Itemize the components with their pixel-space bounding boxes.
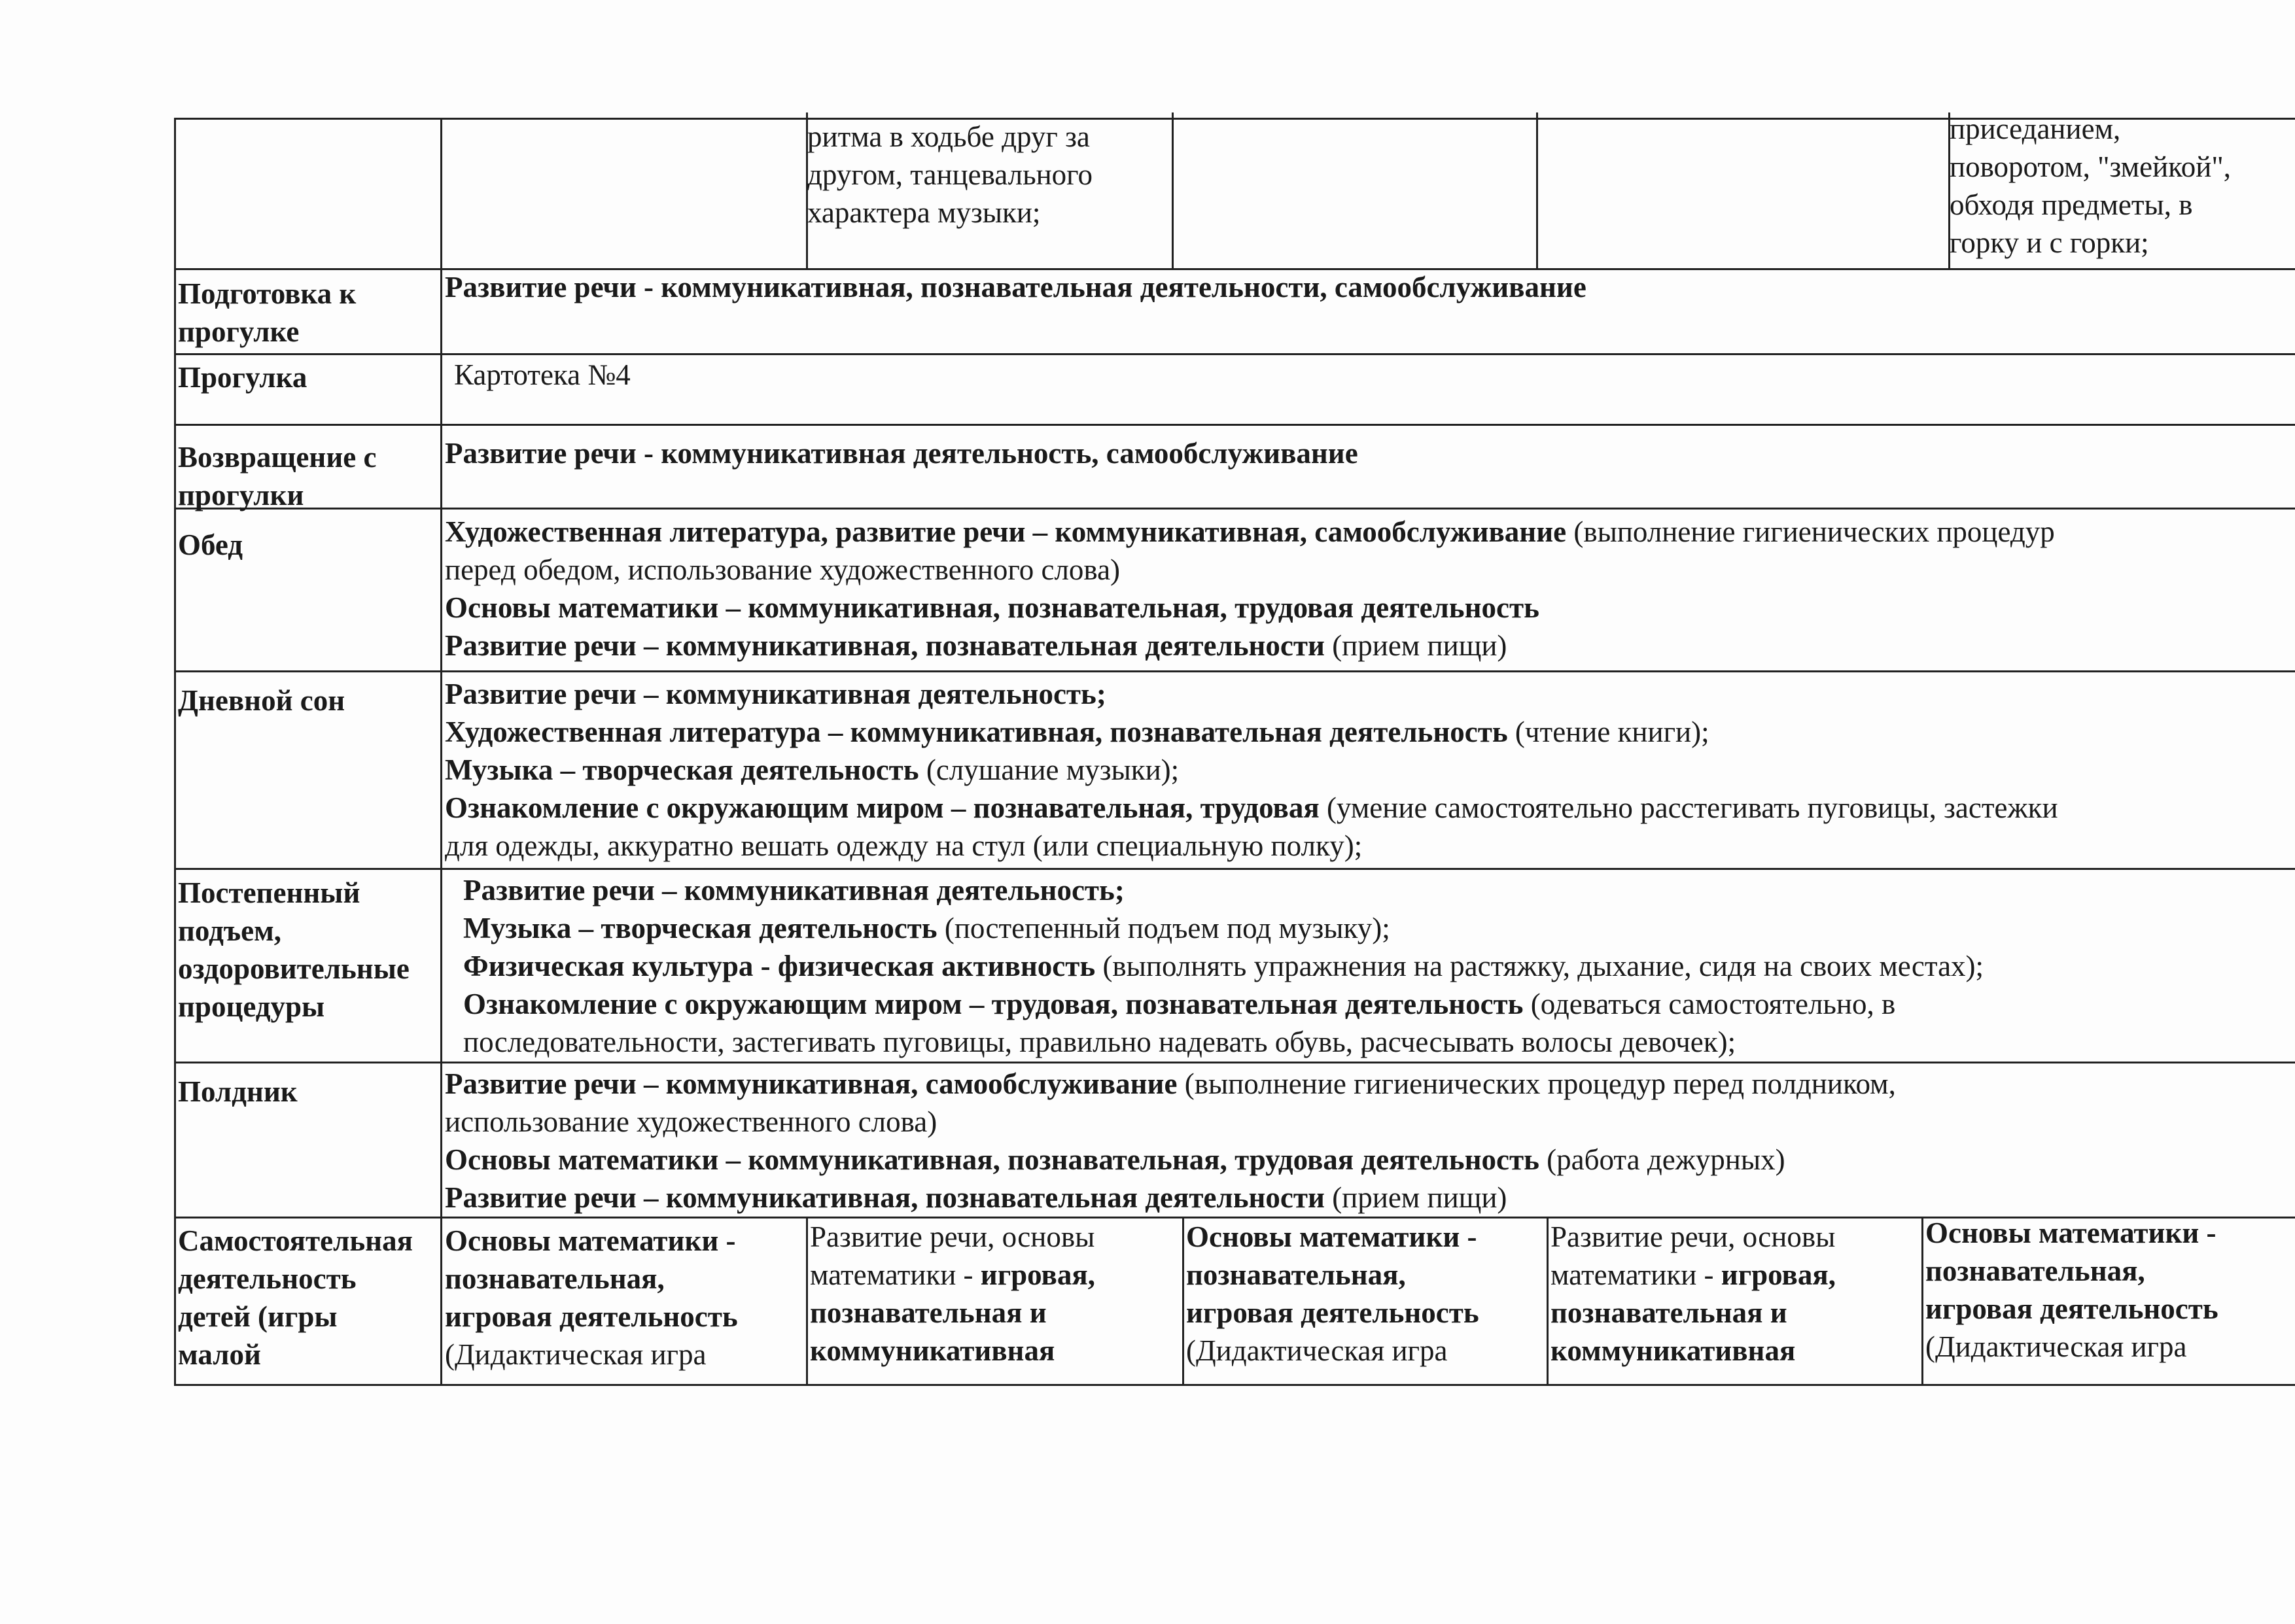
row-label	[178, 1222, 440, 1373]
plain-text: (выполнение гигиенических процедур	[1566, 515, 2055, 548]
plain-text: математики -	[810, 1258, 981, 1291]
text-line	[1925, 1214, 2295, 1252]
table-border	[174, 118, 176, 1385]
plain-text: математики -	[1550, 1258, 1721, 1291]
text-line: обходя предметы, в	[1950, 188, 2193, 221]
text-line	[463, 1023, 2295, 1061]
row-label	[178, 438, 440, 514]
bold-text: игровая,	[1721, 1258, 1836, 1291]
bold-text: Музыка – творческая деятельность	[463, 912, 937, 944]
plain-text: (выполнять упражнения на растяжку, дыхание, сидя на своих местах);	[1095, 950, 1984, 982]
table-border	[1547, 1217, 1549, 1385]
text-line	[1186, 1332, 1545, 1370]
text-line	[445, 627, 2295, 665]
schedule-table	[174, 110, 2295, 1385]
text-line	[463, 909, 2295, 947]
text-line	[463, 947, 2295, 985]
text-line	[1550, 1256, 1919, 1294]
top-row-cell-6	[1950, 110, 2295, 262]
top-row-cell-3	[807, 118, 1171, 232]
text-line	[463, 985, 2295, 1023]
row-content	[445, 434, 2295, 472]
plain-text: (слушание музыки);	[919, 753, 1180, 786]
bold-text: Развитие речи – коммуникативная деятельность;	[445, 678, 1106, 710]
bold-text: игровая деятельность	[445, 1300, 738, 1333]
text-line	[1925, 1328, 2295, 1366]
bold-text: познавательная и	[1550, 1296, 1787, 1329]
text-line	[1925, 1290, 2295, 1328]
plain-text: (прием пищи)	[1324, 629, 1507, 662]
text-line	[445, 713, 2295, 751]
bold-text: Основы математики -	[445, 1224, 736, 1257]
text-line	[445, 1222, 803, 1260]
bold-text: игровая деятельность	[1186, 1296, 1479, 1329]
table-border	[174, 868, 2295, 870]
text-line	[445, 513, 2295, 551]
bold-text: Развитие речи – коммуникативная деятельность;	[463, 874, 1125, 907]
row-label	[178, 358, 440, 396]
plain-text: Развитие речи, основы	[1550, 1220, 1836, 1253]
activity-cell	[1186, 1218, 1545, 1370]
row-label	[178, 682, 440, 719]
table-border	[174, 1062, 2295, 1063]
text-line	[445, 268, 2295, 306]
text-line	[1550, 1218, 1919, 1256]
bold-text: коммуникативная	[810, 1334, 1055, 1367]
row-label	[178, 1073, 440, 1111]
text-line: Полдник	[178, 1075, 298, 1108]
text-line	[810, 1218, 1180, 1256]
bold-text: познавательная,	[445, 1262, 665, 1295]
text-line: горку и с горки;	[1950, 226, 2149, 259]
row-content	[454, 356, 2295, 394]
row-content	[445, 1065, 2295, 1217]
activity-cell	[1925, 1214, 2295, 1366]
bold-text: познавательная и	[810, 1296, 1047, 1329]
bold-text: Развитие речи – коммуникативная, познавательная деятельности	[445, 1181, 1325, 1214]
row-content	[463, 871, 2295, 1061]
bold-text: Художественная литература, развитие речи – коммуникативная, самообслуживание	[445, 515, 1567, 548]
bold-text: Ознакомление с окружающим миром – трудовая, познавательная деятельность	[463, 988, 1524, 1020]
plain-text: (прием пищи)	[1324, 1181, 1507, 1214]
activity-cell	[1550, 1218, 1919, 1370]
table-border	[440, 118, 442, 1385]
table-border	[174, 424, 2295, 426]
bold-text: Развитие речи - коммуникативная, познавательная деятельности, самообслуживание	[445, 271, 1586, 303]
text-line	[445, 589, 2295, 627]
text-line	[445, 751, 2295, 789]
row-label	[178, 275, 440, 351]
plain-text: (Дидактическая игра	[1186, 1334, 1448, 1367]
row-content	[445, 675, 2295, 865]
row-label	[178, 874, 440, 1026]
text-line	[445, 1260, 803, 1298]
bold-text: познавательная,	[1186, 1258, 1406, 1291]
row-label	[178, 526, 440, 564]
text-line	[445, 1103, 2295, 1141]
text-line	[445, 551, 2295, 589]
activity-cell	[810, 1218, 1180, 1370]
plain-text: (чтение книги);	[1507, 716, 1709, 748]
bold-text: игровая,	[980, 1258, 1095, 1291]
text-line	[1550, 1294, 1919, 1332]
bold-text: Физическая культура - физическая активность	[463, 950, 1096, 982]
table-border	[174, 670, 2295, 672]
text-line: Возвращение с	[178, 441, 377, 474]
text-line	[445, 675, 2295, 713]
text-line: Постепенный	[178, 876, 360, 909]
text-line	[445, 789, 2295, 827]
plain-text: последовательности, застегивать пуговицы, правильно надевать обувь, расчесывать волосы девочек);	[463, 1026, 1736, 1058]
bold-text: Основы математики -	[1186, 1220, 1477, 1253]
table-border	[1182, 1217, 1184, 1385]
bold-text: игровая деятельность	[1925, 1292, 2218, 1325]
text-line	[1925, 1252, 2295, 1290]
text-line: процедуры	[178, 990, 325, 1023]
plain-text: (постепенный подъем под музыку);	[937, 912, 1390, 944]
table-border	[1921, 1217, 1923, 1385]
plain-text: для одежды, аккуратно вешать одежду на стул (или специальную полку);	[445, 829, 1363, 862]
text-line	[445, 1065, 2295, 1103]
table-border	[174, 353, 2295, 355]
text-line: поворотом, "змейкой",	[1950, 150, 2231, 183]
plain-text: (умение самостоятельно расстегивать пуговицы, застежки	[1319, 791, 2058, 824]
text-line: подъем,	[178, 914, 282, 947]
row-content	[445, 513, 2295, 665]
text-line	[445, 827, 2295, 865]
bold-text: Основы математики – коммуникативная, познавательная, трудовая деятельность	[445, 591, 1539, 624]
text-line	[1186, 1218, 1545, 1256]
table-border	[1172, 112, 1174, 269]
text-line: прогулки	[178, 479, 304, 511]
text-line: Самостоятельная	[178, 1224, 413, 1257]
plain-text: перед обедом, использование художественного слова)	[445, 553, 1121, 586]
table-border	[174, 508, 2295, 510]
text-line: деятельность	[178, 1262, 357, 1295]
plain-text: использование художественного слова)	[445, 1105, 937, 1138]
text-line	[445, 1141, 2295, 1179]
activity-cell	[445, 1222, 803, 1373]
text-line	[1550, 1332, 1919, 1370]
bold-text: Развитие речи – коммуникативная, познавательная деятельности	[445, 629, 1325, 662]
bold-text: Ознакомление с окружающим миром – познавательная, трудовая	[445, 791, 1320, 824]
bold-text: Музыка – творческая деятельность	[445, 753, 919, 786]
bold-text: коммуникативная	[1550, 1334, 1796, 1367]
text-line: характера музыки;	[807, 196, 1041, 229]
plain-text: (Дидактическая игра	[445, 1338, 707, 1371]
table-border	[1536, 112, 1538, 269]
bold-text: Основы математики -	[1925, 1217, 2216, 1249]
text-line: оздоровительные	[178, 952, 410, 985]
text-line	[1186, 1294, 1545, 1332]
bold-text: Развитие речи - коммуникативная деятельность, самообслуживание	[445, 437, 1358, 470]
table-border	[174, 1384, 2295, 1386]
text-line: ритма в ходьбе друг за	[807, 120, 1090, 153]
text-line: Прогулка	[178, 361, 307, 394]
text-line: малой	[178, 1338, 261, 1371]
bold-text: Основы математики – коммуникативная, познавательная, трудовая деятельность	[445, 1143, 1539, 1176]
text-line	[810, 1256, 1180, 1294]
row-content	[445, 268, 2295, 306]
text-line	[463, 871, 2295, 909]
text-line	[445, 1179, 2295, 1217]
text-line	[810, 1332, 1180, 1370]
plain-text: (выполнение гигиенических процедур перед полдником,	[1177, 1067, 1896, 1100]
text-line: прогулке	[178, 315, 300, 348]
text-line	[810, 1294, 1180, 1332]
plain-text: (Дидактическая игра	[1925, 1330, 2187, 1363]
text-line	[445, 1336, 803, 1373]
text-line	[454, 356, 2295, 394]
bold-text: Развитие речи – коммуникативная, самообслуживание	[445, 1067, 1178, 1100]
text-line: Подготовка к	[178, 277, 357, 310]
text-line	[445, 434, 2295, 472]
text-line: Обед	[178, 528, 243, 561]
text-line: детей (игры	[178, 1300, 338, 1333]
text-line: приседанием,	[1950, 112, 2121, 145]
table-border	[806, 1217, 808, 1385]
bold-text: Художественная литература – коммуникативная, познавательная деятельность	[445, 716, 1508, 748]
text-line	[1186, 1256, 1545, 1294]
text-line: Дневной сон	[178, 684, 345, 717]
text-line	[445, 1298, 803, 1336]
plain-text: (работа дежурных)	[1539, 1143, 1785, 1176]
plain-text: Развитие речи, основы	[810, 1220, 1095, 1253]
plain-text: Картотека №4	[454, 358, 631, 391]
bold-text: познавательная,	[1925, 1254, 2145, 1287]
text-line: другом, танцевального	[807, 158, 1093, 191]
plain-text: (одеваться самостоятельно, в	[1523, 988, 1896, 1020]
